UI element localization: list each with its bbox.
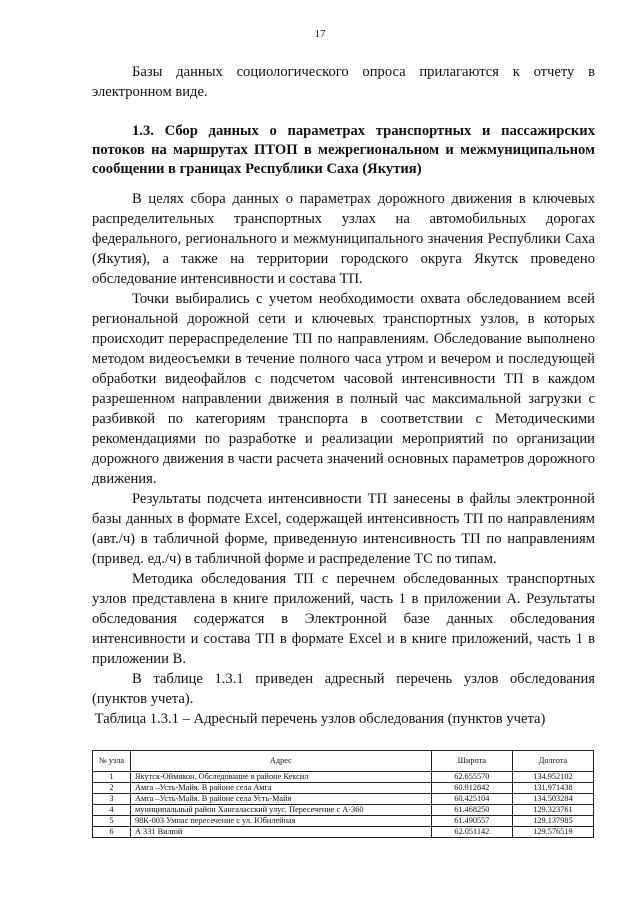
table-row (93, 794, 594, 805)
cell-latitude: 60.912842 (431, 783, 512, 794)
table-row (93, 827, 594, 838)
cell-address: 98К-003 Умнас пересечение с ул. Юбилейная (130, 816, 431, 827)
cell-latitude: 62.051142 (431, 827, 512, 838)
cell-latitude: 60.425104 (431, 794, 512, 805)
header-address: Адрес (130, 751, 431, 772)
cell-longitude: 129.323761 (512, 805, 593, 816)
cell-num: 1 (93, 772, 131, 783)
section-heading: 1.3. Сбор данных о параметрах транспортных и пассажирских потоков на маршрутах ПТОП в межрегиональном и межмуниципальном сообщении в границах Республики Саха (Якутия) (92, 123, 595, 177)
page-number: 17 (314, 28, 326, 40)
cell-address: муниципальный район Хангаласский улус. Пересечение с А-360 (130, 805, 431, 816)
table-header-row (93, 751, 594, 772)
cell-num: 4 (93, 805, 131, 816)
paragraph-2: Точки выбирались с учетом необходимости охвата обследованием всей региональной дорожной сети и ключевых транспортных узлов, в которых происходит перераспределение ТП по направлениям. Обследование выполнено методом видеосъемки в течение полного часа утром и вечером и последующей обработки видеофайлов с подсчетом часовой интенсивности ТП в каждом разрешенном направлении движения в полный час максимальной загрузки с разбивкой по категориям транспорта в соответствии с Методическими рекомендациями по разработке и реализации мероприятий по организации дорожного движения в части расчета значений основных параметров дорожного движения. (92, 291, 595, 487)
cell-longitude: 129.576519 (512, 827, 593, 838)
table-row (93, 783, 594, 794)
cell-longitude: 134.503284 (512, 794, 593, 805)
cell-longitude: 134.952102 (512, 772, 593, 783)
cell-latitude: 61.468250 (431, 805, 512, 816)
cell-num: 5 (93, 816, 131, 827)
cell-num: 6 (93, 827, 131, 838)
body-text (92, 189, 595, 709)
intro-paragraph (92, 62, 595, 102)
table-row (93, 816, 594, 827)
cell-num: 3 (93, 794, 131, 805)
header-longitude: Долгота (512, 751, 593, 772)
table-caption: Таблица 1.3.1 – Адресный перечень узлов обследования (пунктов учета) (94, 711, 546, 727)
cell-num: 2 (93, 783, 131, 794)
header-num: № узла (93, 751, 131, 772)
header-latitude: Широта (431, 751, 512, 772)
paragraph-5: В таблице 1.3.1 приведен адресный перечень узлов обследования (пунктов учета). (92, 671, 595, 707)
paragraph-3: Результаты подсчета интенсивности ТП занесены в файлы электронной базы данных в формате Excel, содержащей интенсивность ТП по направлениям (авт./ч) в табличной форме, приведенную интенсивность ТП по направлениям (привед. ед./ч) в табличной форме и распределение ТС по типам. (92, 491, 595, 567)
paragraph-1: В целях сбора данных о параметрах дорожного движения в ключевых распределительных транспортных узлах на автомобильных дорогах федерального, регионального и межмуниципального значения Республики Саха (Якутия), а также на территории городского округа Якутск проведено обследование интенсивности и состава ТП. (92, 191, 595, 287)
table-row (93, 805, 594, 816)
cell-longitude: 129.137985 (512, 816, 593, 827)
cell-longitude: 131.971438 (512, 783, 593, 794)
intro-text: Базы данных социологического опроса прилагаются к отчету в электронном виде. (92, 64, 595, 100)
cell-address: Амга –Усть-Майя. В районе села Амга (130, 783, 431, 794)
paragraph-4: Методика обследования ТП с перечнем обследованных транспортных узлов представлена в книге приложений, часть 1 в приложении А. Результаты обследования содержатся в Электронной базе данных обследования интенсивности и состава ТП в формате Excel и в книге приложений, часть 1 в приложении В. (92, 571, 595, 667)
cell-address: Амга –Усть-Майя. В районе села Усть-Майя (130, 794, 431, 805)
cell-address: А 331 Вилюй (130, 827, 431, 838)
cell-latitude: 61.490557 (431, 816, 512, 827)
survey-nodes-table (92, 750, 594, 838)
cell-address: Якутск-Оймякон. Обследование в районе Кексил (130, 772, 431, 783)
cell-latitude: 62.655570 (431, 772, 512, 783)
table-row (93, 772, 594, 783)
